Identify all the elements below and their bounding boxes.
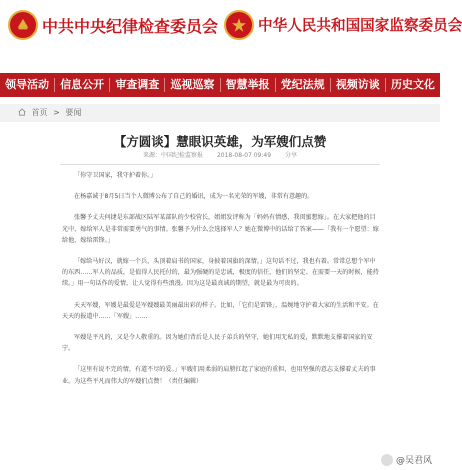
weibo-watermark	[381, 453, 432, 466]
nav-item-regulations[interactable]: 党纪法规	[280, 78, 325, 91]
article-date: 2018-08-07 09:49	[216, 152, 272, 159]
article-paragraph: 「这里有说不完的情，有道不尽的爱。」军嫂们用柔弱的肩膀扛起了家庭的重担，也用坚强的意志支撑着丈夫的事业。为这些平凡而伟大的军嫂们点赞！（责任编辑）	[62, 366, 376, 385]
site-title-ccdi[interactable]: 中共中央纪律检查委员会	[42, 17, 219, 36]
national-emblem-icon	[224, 10, 254, 40]
nav-item-inspection[interactable]: 巡视巡察	[170, 78, 215, 91]
nav-item-video[interactable]: 视频访谈	[335, 78, 380, 91]
site-header	[0, 0, 462, 64]
nav-item-investigation[interactable]: 审查调查	[115, 78, 160, 91]
article-source: 来源：中国纪检监察报	[143, 152, 204, 159]
article-title: 【方圆谈】慧眼识英雄，为军嫂们点赞	[113, 134, 327, 149]
article-meta	[0, 150, 440, 159]
nav-item-report[interactable]: 智慧举报	[225, 78, 270, 91]
title-divider	[60, 164, 380, 165]
article-body	[62, 170, 380, 397]
home-icon	[18, 108, 26, 116]
article-paragraph: 军嫂是平凡的，又是令人敬重的。因为她们背后是人民子弟兵的坚守，她们用无私的爱，默默地支撑着国家的安宁。	[62, 334, 373, 353]
article	[0, 122, 440, 470]
breadcrumb-current[interactable]: 要闻	[65, 108, 82, 117]
article-paragraph: 在杨嘉诚于8月5日当个人微博公布了自己的婚讯，成为一名光荣的军嫂，非常有意趣的。	[74, 193, 314, 201]
nav-item-info-disclosure[interactable]: 信息公开	[60, 78, 105, 91]
article-paragraph: 「嫁给马好汉，就嫁一个兵，头顶着肩书的国家，身披着国旗的深情。」这句话不过，我也有着。常常总想个军中的东西……军人的品质，是值得人民托付的，最为强硬的是忠诚，极度的信任，他们的坚定、在需要一天的时候，能持续。」用一句话作的爱情，让人觉得有些浪漫。因为这是最真诚的期望，就是最为可贵的。	[62, 258, 379, 288]
breadcrumb-home[interactable]: 首页	[31, 108, 48, 117]
breadcrumb-separator: >	[53, 108, 60, 117]
breadcrumb	[0, 104, 440, 122]
main-nav	[0, 73, 440, 97]
watermark-text: @吴君风	[395, 456, 432, 466]
article-paragraph: 「你守卫国家，我守护着你。」	[74, 172, 157, 179]
party-emblem-icon	[8, 10, 38, 40]
nav-item-history[interactable]: 历史文化	[390, 78, 435, 91]
site-title-nsc[interactable]: 中华人民共和国国家监察委员会	[258, 17, 462, 34]
nav-item-leader-activities[interactable]: 领导活动	[5, 78, 50, 91]
article-paragraph: 天天军嫂，军嫂是最爱是军嫂嫂最美丽最出彩的样子。比如，「它们是雷锋」，温婉地守护着大家的生活和平安。在天天的报道中……「军嫂」……	[62, 301, 379, 320]
weibo-icon	[381, 454, 393, 466]
article-paragraph: 张馨予丈夫何捷是东部战区陆军某部队的少校营长，姐姐发评称为「妈妈有情感，我闺蜜想嫁」。在大家把他的目光中，嫁给军人是非常需要勇气的事情。张馨予为什么会选择军人？她在微博中的话给了答案——「我有一个愿望：嫁给他，嫁给雷锋。」	[62, 214, 379, 244]
share-button[interactable]: 分享	[284, 152, 297, 159]
